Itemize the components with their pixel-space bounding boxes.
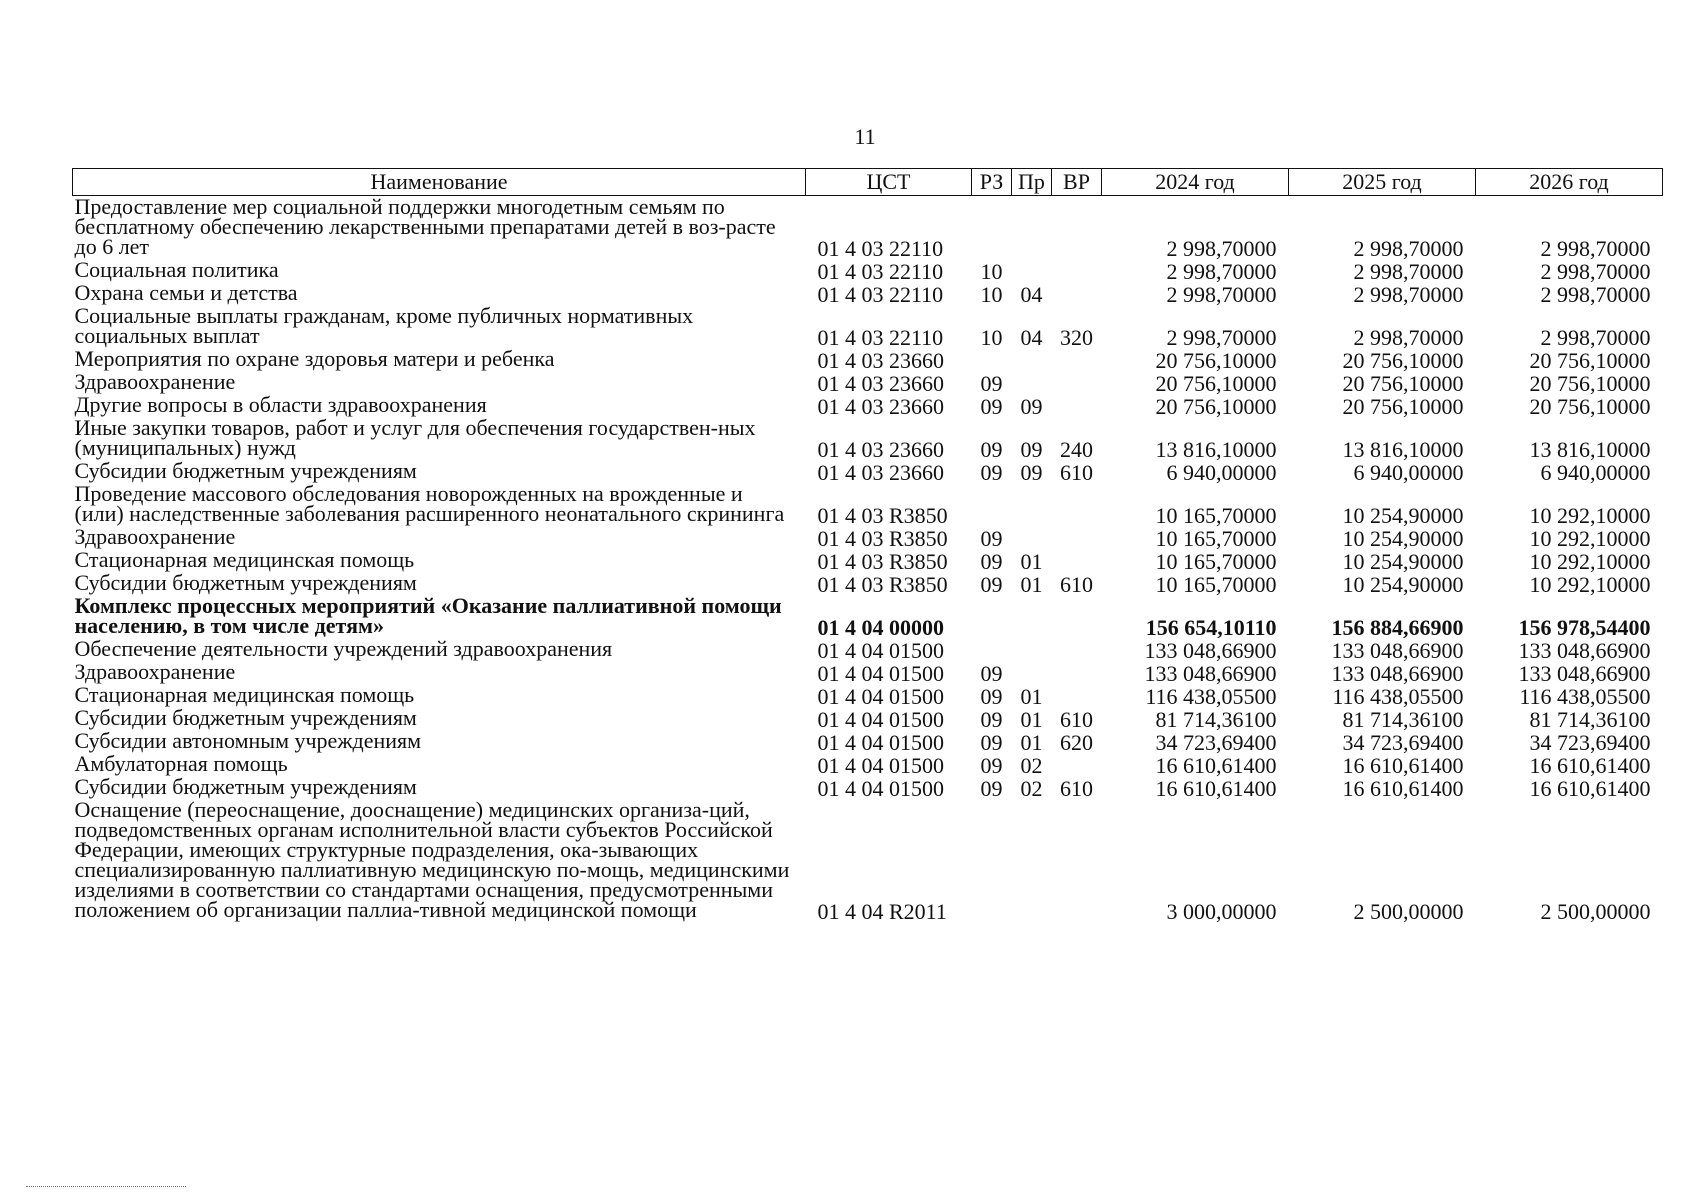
row-vr-code [1052,282,1102,305]
row-vr-code [1052,753,1102,776]
table-body [73,196,1663,923]
row-value-2024: 16 610,61400 [1155,776,1277,801]
row-vr-code: 240 [1060,437,1093,462]
row-name: Предоставление мер социальной поддержки многодетным семьям по бесплатному обеспечению лекарственными препаратами детей в воз-расте до 6 лет [74,194,776,259]
row-value-2026: 10 292,10000 [1529,572,1651,597]
footer-divider [26,1186,186,1187]
row-vr-code: 320 [1060,325,1093,350]
row-value-2026: 20 756,10000 [1529,371,1651,396]
row-cst-code: 01 4 03 R3850 [817,526,948,551]
row-value-2026: 20 756,10000 [1529,348,1651,373]
column-header-2025: 2025 год [1289,169,1476,196]
row-value-2025: 2 998,70000 [1353,325,1464,350]
row-value-2024: 13 816,10000 [1155,437,1277,462]
row-value-2026: 10 292,10000 [1529,549,1651,574]
row-value-2024: 6 940,00000 [1166,460,1277,485]
row-rz-code: 09 [980,707,1003,732]
row-value-2025: 20 756,10000 [1342,348,1464,373]
row-rz-code: 09 [980,684,1003,709]
row-name: Здравоохранение [74,369,236,394]
row-vr-code [1052,799,1102,922]
row-name: Охрана семьи и детства [74,280,298,305]
row-pr-code: 04 [1020,282,1043,307]
row-vr-code: 610 [1060,776,1093,801]
row-value-2026: 10 292,10000 [1529,526,1651,551]
row-value-2026: 133 048,66900 [1518,661,1651,686]
row-value-2025: 20 756,10000 [1342,394,1464,419]
row-vr-code [1052,196,1102,260]
row-value-2024: 2 998,70000 [1166,282,1277,307]
row-pr-code [1012,348,1052,371]
table-row [73,730,1663,753]
row-name: Субсидии бюджетным учреждениям [74,705,417,730]
row-pr-code: 09 [1020,394,1043,419]
row-name: Проведение массового обследования новорожденных на врожденные и (или) наследственные заболевания расширенного неонатального скрининга [74,481,785,526]
row-value-2026: 10 292,10000 [1529,503,1651,528]
row-rz-code [972,595,1012,638]
row-pr-code: 02 [1020,753,1043,778]
row-cst-code: 01 4 03 23660 [817,371,944,396]
row-pr-code [1012,595,1052,638]
row-value-2025: 13 816,10000 [1342,437,1464,462]
row-pr-code [1012,196,1052,260]
row-vr-code [1052,394,1102,417]
row-name: Оснащение (переоснащение, дооснащение) медицинских организа-ций, подведомственных органам исполнительной власти субъектов Российской Федерации, имеющих структурные подразделения, ока-зывающих специализированную паллиативную медицинскую по-мощь, медицинскими изделиями в соответствии со стандартами оснащения, предусмотренными положением об организации паллиа-тивной медицинской помощи [74,797,790,922]
row-rz-code: 09 [980,776,1003,801]
row-rz-code: 09 [980,437,1003,462]
table-row [73,638,1663,661]
table-header-row [73,169,1663,196]
row-name: Обеспечение деятельности учреждений здравоохранения [74,636,613,661]
row-rz-code: 09 [980,394,1003,419]
row-value-2026: 2 998,70000 [1540,236,1651,261]
row-value-2026: 16 610,61400 [1529,776,1651,801]
row-value-2024: 156 654,10110 [1145,615,1277,640]
row-vr-code: 610 [1060,572,1093,597]
row-name: Комплекс процессных мероприятий «Оказание паллиативной помощи населению, в том числе детям» [74,593,782,638]
row-value-2026: 6 940,00000 [1540,460,1651,485]
row-value-2025: 133 048,66900 [1331,661,1464,686]
row-value-2024: 20 756,10000 [1155,394,1277,419]
row-cst-code: 01 4 04 01500 [817,730,944,755]
row-name: Социальные выплаты гражданам, кроме публичных нормативных социальных выплат [74,303,694,348]
row-value-2026: 2 998,70000 [1540,325,1651,350]
table-row [73,196,1663,260]
row-pr-code [1012,483,1052,526]
row-cst-code: 01 4 03 R3850 [817,572,948,597]
table-row [73,753,1663,776]
row-name: Субсидии бюджетным учреждениям [74,458,417,483]
row-pr-code: 01 [1020,730,1043,755]
row-cst-code: 01 4 03 22110 [817,236,944,261]
row-value-2025: 2 998,70000 [1353,282,1464,307]
row-value-2024: 16 610,61400 [1155,753,1277,778]
row-rz-code [972,196,1012,260]
budget-table [72,168,1663,922]
row-name: Стационарная медицинская помощь [74,547,415,572]
row-vr-code [1052,595,1102,638]
column-header-2026: 2026 год [1476,169,1663,196]
row-cst-code: 01 4 03 23660 [817,394,944,419]
row-value-2024: 34 723,69400 [1155,730,1277,755]
table-row [73,684,1663,707]
row-rz-code: 09 [980,526,1003,551]
row-rz-code: 10 [980,259,1003,284]
row-value-2025: 6 940,00000 [1353,460,1464,485]
row-value-2026: 81 714,36100 [1529,707,1651,732]
row-name: Здравоохранение [74,524,236,549]
row-cst-code: 01 4 03 22110 [817,282,944,307]
row-vr-code [1052,661,1102,684]
row-vr-code [1052,259,1102,282]
row-vr-code [1052,684,1102,707]
row-cst-code: 01 4 04 01500 [817,707,944,732]
table-row [73,526,1663,549]
row-vr-code [1052,549,1102,572]
column-header-rz: РЗ [972,169,1012,196]
row-pr-code [1012,799,1052,922]
row-rz-code [972,348,1012,371]
row-value-2026: 34 723,69400 [1529,730,1651,755]
column-header-vr: ВР [1052,169,1102,196]
row-vr-code: 610 [1060,707,1093,732]
row-cst-code: 01 4 03 23660 [817,460,944,485]
row-name: Другие вопросы в области здравоохранения [74,392,487,417]
row-value-2025: 10 254,90000 [1342,549,1464,574]
table-row [73,460,1663,483]
row-name: Мероприятия по охране здоровья матери и ребенка [74,346,555,371]
row-value-2024: 20 756,10000 [1155,348,1277,373]
row-value-2025: 2 998,70000 [1353,236,1464,261]
row-vr-code [1052,371,1102,394]
row-value-2026: 133 048,66900 [1518,638,1651,663]
row-value-2024: 81 714,36100 [1155,707,1277,732]
row-value-2024: 133 048,66900 [1144,638,1277,663]
table-row [73,549,1663,572]
row-vr-code [1052,526,1102,549]
row-value-2025: 10 254,90000 [1342,503,1464,528]
row-value-2025: 133 048,66900 [1331,638,1464,663]
row-name: Стационарная медицинская помощь [74,682,415,707]
row-pr-code [1012,661,1052,684]
table-row [73,305,1663,348]
row-rz-code [972,799,1012,922]
table-row [73,394,1663,417]
row-name: Социальная политика [74,257,279,282]
row-value-2025: 34 723,69400 [1342,730,1464,755]
row-cst-code: 01 4 03 23660 [817,437,944,462]
table-row [73,572,1663,595]
table-row [73,595,1663,638]
row-vr-code [1052,348,1102,371]
table-row [73,282,1663,305]
table-row [73,776,1663,799]
row-cst-code: 01 4 03 22110 [817,259,944,284]
column-header-cst: ЦСТ [806,169,972,196]
row-cst-code: 01 4 03 22110 [817,325,944,350]
row-value-2024: 10 165,70000 [1155,572,1277,597]
row-value-2025: 116 438,05500 [1332,684,1464,709]
row-value-2025: 10 254,90000 [1342,572,1464,597]
row-cst-code: 01 4 04 R2011 [817,899,947,924]
row-value-2026: 13 816,10000 [1529,437,1651,462]
column-header-name: Наименование [73,169,806,196]
table-row [73,417,1663,460]
row-value-2026: 2 500,00000 [1540,899,1651,924]
column-header-2024: 2024 год [1102,169,1289,196]
row-value-2025: 16 610,61400 [1342,753,1464,778]
row-value-2026: 2 998,70000 [1540,282,1651,307]
row-pr-code [1012,371,1052,394]
row-value-2024: 2 998,70000 [1166,236,1277,261]
row-vr-code: 610 [1060,460,1093,485]
row-pr-code: 02 [1020,776,1043,801]
table-row [73,483,1663,526]
row-value-2024: 10 165,70000 [1155,549,1277,574]
table-row [73,799,1663,922]
row-value-2026: 156 978,54400 [1518,615,1651,640]
row-rz-code [972,483,1012,526]
row-pr-code: 04 [1020,325,1043,350]
row-pr-code: 09 [1020,437,1043,462]
row-cst-code: 01 4 04 00000 [817,615,944,640]
row-vr-code [1052,483,1102,526]
row-vr-code: 620 [1060,730,1093,755]
row-value-2025: 20 756,10000 [1342,371,1464,396]
row-rz-code: 09 [980,730,1003,755]
row-value-2025: 2 998,70000 [1353,259,1464,284]
row-value-2025: 10 254,90000 [1342,526,1464,551]
row-name: Субсидии автономным учреждениям [74,728,422,753]
row-cst-code: 01 4 03 23660 [817,348,944,373]
row-value-2025: 156 884,66900 [1331,615,1464,640]
row-rz-code: 09 [980,572,1003,597]
row-cst-code: 01 4 04 01500 [817,661,944,686]
row-rz-code [972,638,1012,661]
row-value-2024: 133 048,66900 [1144,661,1277,686]
page-number: 11 [854,124,876,149]
row-value-2024: 10 165,70000 [1155,503,1277,528]
table-row [73,661,1663,684]
row-rz-code: 09 [980,661,1003,686]
row-value-2024: 20 756,10000 [1155,371,1277,396]
row-pr-code: 09 [1020,460,1043,485]
table-row [73,707,1663,730]
table-row [73,259,1663,282]
row-pr-code [1012,638,1052,661]
row-value-2025: 81 714,36100 [1342,707,1464,732]
row-rz-code: 09 [980,371,1003,396]
row-name: Субсидии бюджетным учреждениям [74,570,417,595]
row-value-2025: 2 500,00000 [1353,899,1464,924]
row-name: Субсидии бюджетным учреждениям [74,774,417,799]
row-cst-code: 01 4 04 01500 [817,776,944,801]
row-value-2026: 20 756,10000 [1529,394,1651,419]
row-pr-code [1012,259,1052,282]
row-value-2026: 116 438,05500 [1519,684,1651,709]
table-row [73,371,1663,394]
table-row [73,348,1663,371]
row-pr-code: 01 [1020,684,1043,709]
row-value-2026: 2 998,70000 [1540,259,1651,284]
row-cst-code: 01 4 04 01500 [817,684,944,709]
row-pr-code [1012,526,1052,549]
row-cst-code: 01 4 03 R3850 [817,503,948,528]
row-name: Амбулаторная помощь [74,751,288,776]
row-name: Иные закупки товаров, работ и услуг для обеспечения государствен-ных (муниципальных) нужд [74,415,756,460]
row-name: Здравоохранение [74,659,236,684]
row-rz-code: 09 [980,753,1003,778]
row-cst-code: 01 4 04 01500 [817,753,944,778]
row-rz-code: 09 [980,549,1003,574]
row-cst-code: 01 4 04 01500 [817,638,944,663]
row-value-2026: 16 610,61400 [1529,753,1651,778]
row-value-2024: 2 998,70000 [1166,325,1277,350]
row-pr-code: 01 [1020,572,1043,597]
row-value-2024: 10 165,70000 [1155,526,1277,551]
row-rz-code: 10 [980,325,1003,350]
row-pr-code: 01 [1020,707,1043,732]
row-value-2024: 2 998,70000 [1166,259,1277,284]
row-value-2024: 3 000,00000 [1166,899,1277,924]
row-pr-code: 01 [1020,549,1043,574]
row-rz-code: 10 [980,282,1003,307]
row-vr-code [1052,638,1102,661]
row-cst-code: 01 4 03 R3850 [817,549,948,574]
column-header-pr: Пр [1012,169,1052,196]
row-rz-code: 09 [980,460,1003,485]
row-value-2024: 116 438,05500 [1145,684,1277,709]
row-value-2025: 16 610,61400 [1342,776,1464,801]
